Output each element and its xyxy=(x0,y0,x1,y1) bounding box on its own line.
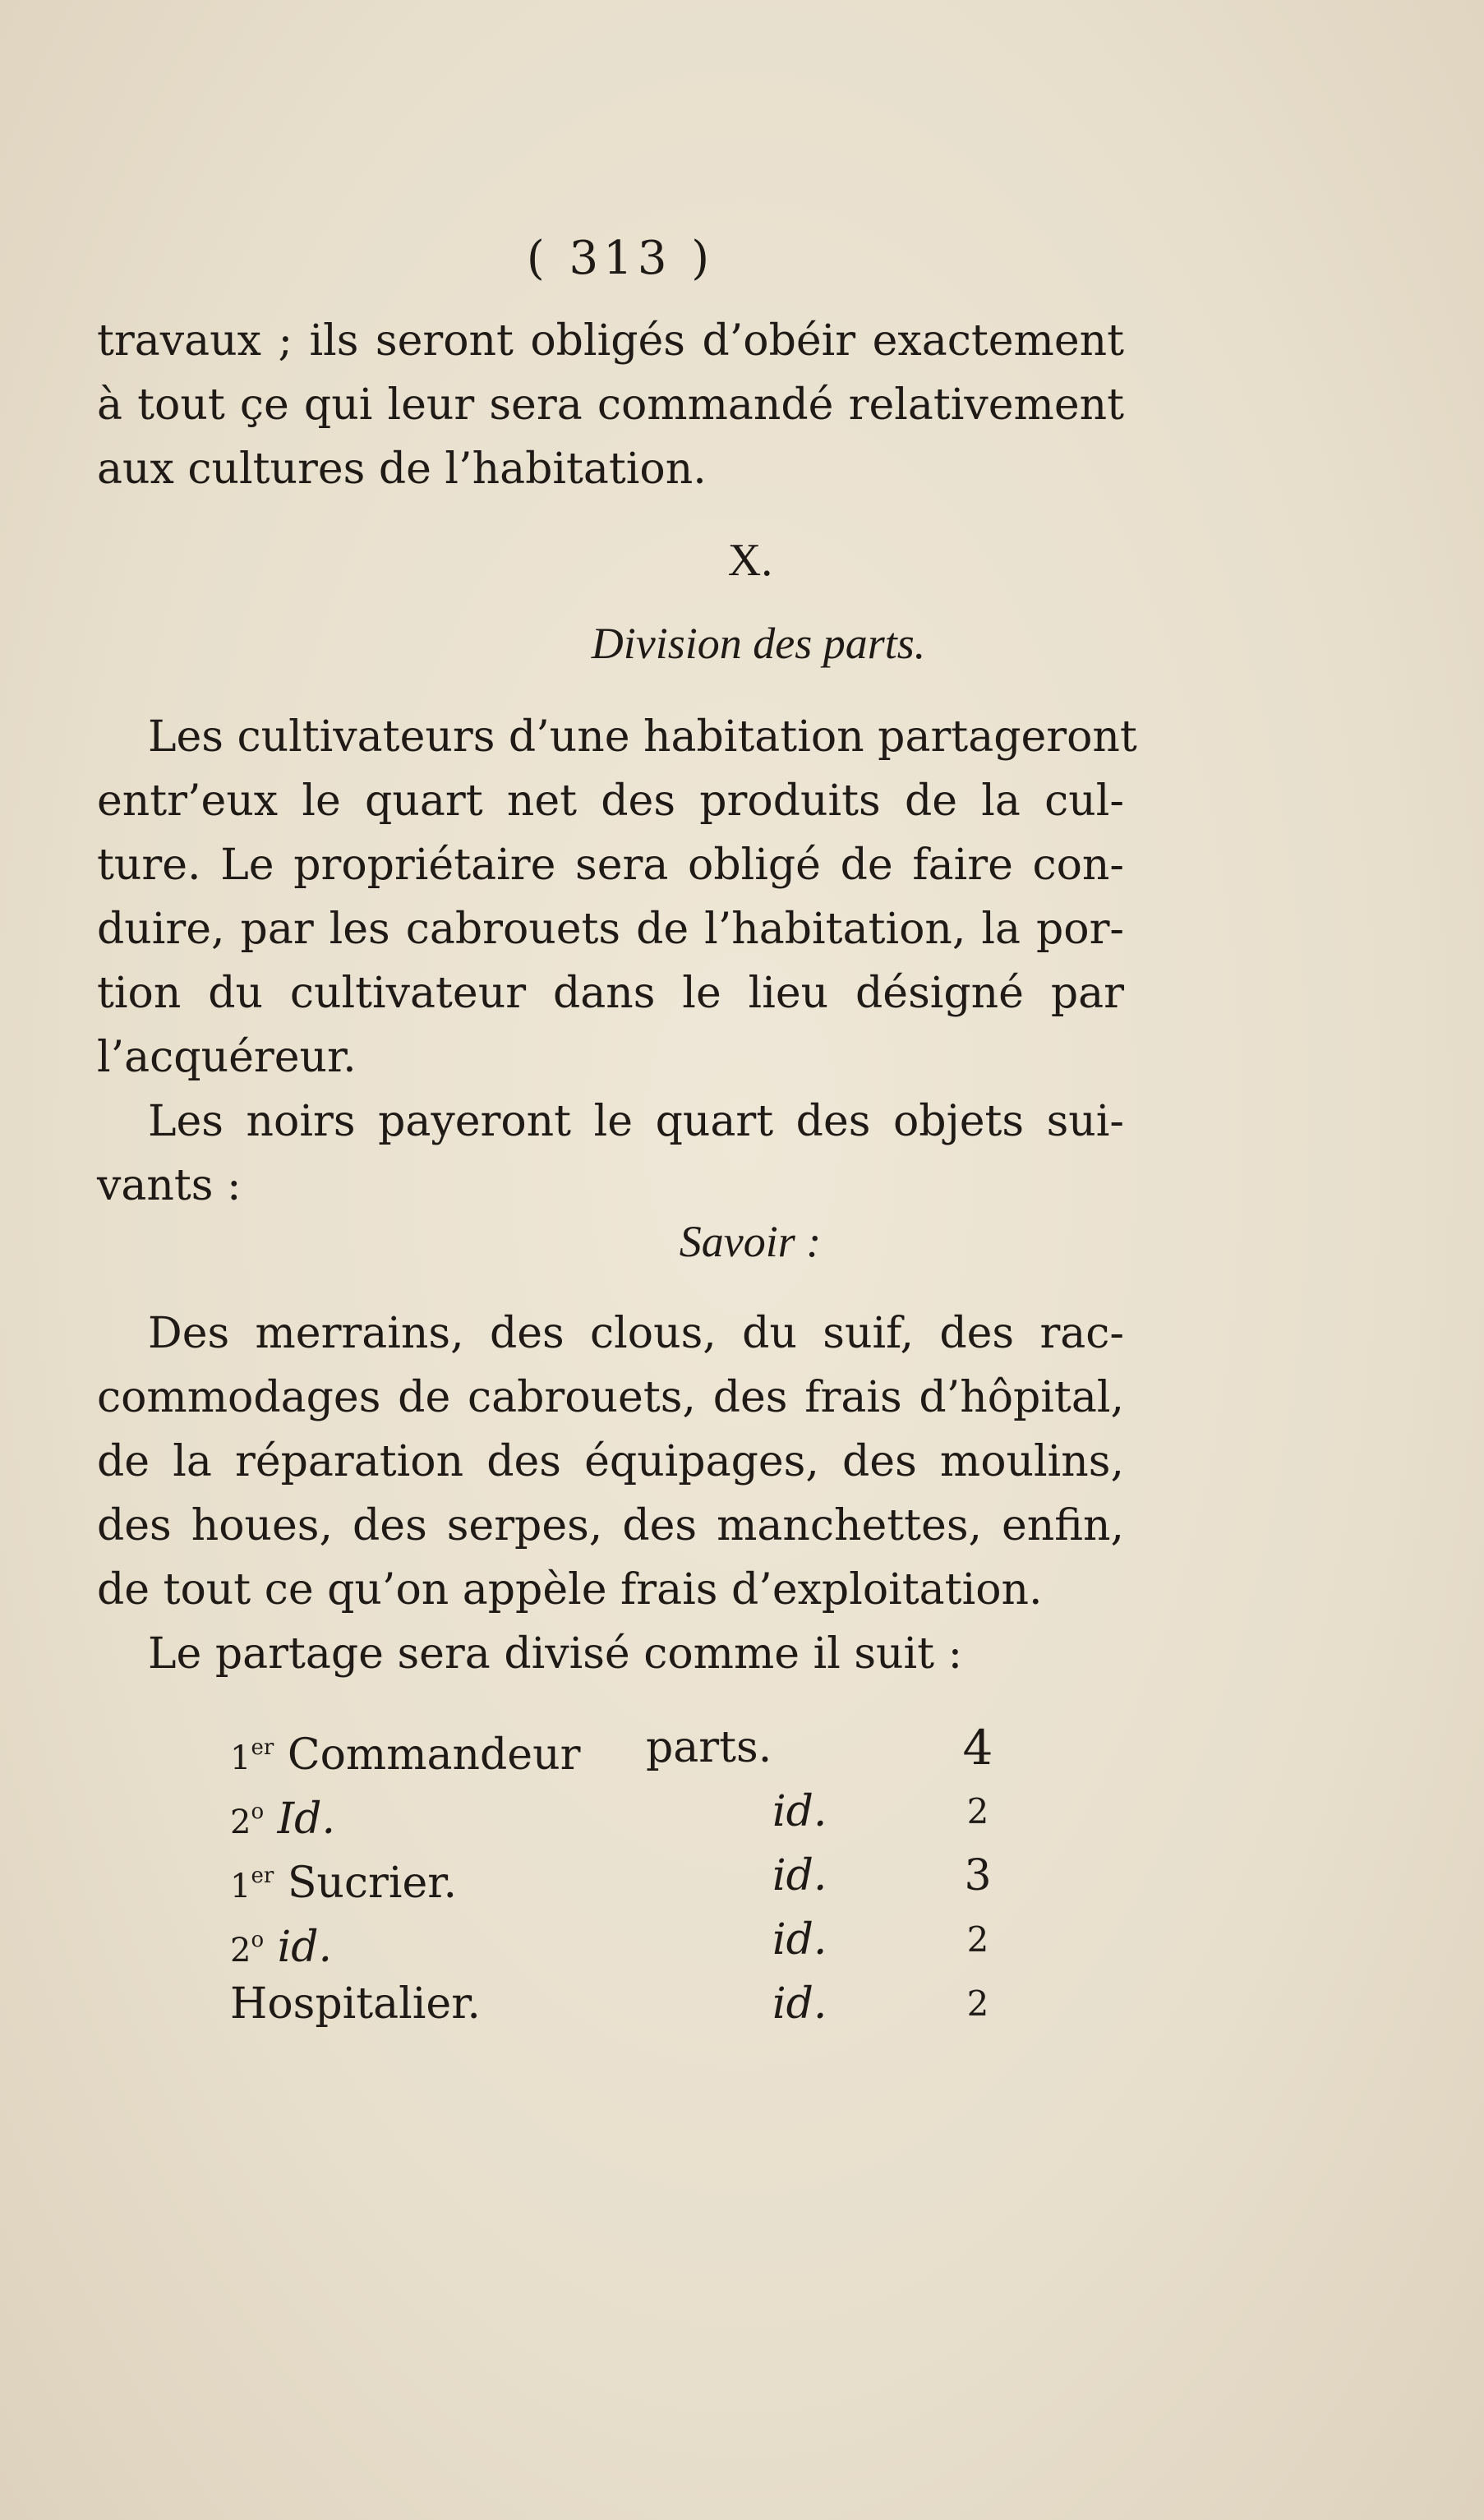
text-line: travaux ; ils seront obligés d’obéir exactement xyxy=(97,316,1124,366)
savoir-heading: Savoir : xyxy=(679,1217,822,1266)
share-unit: id. xyxy=(772,1915,827,1965)
share-value: 2 xyxy=(966,1791,989,1831)
text-line: Les cultivateurs d’une habitation partageront xyxy=(148,712,1137,762)
table-row xyxy=(230,1780,1019,1844)
text-line: Des merrains, des clous, du suif, des rac- xyxy=(148,1309,1124,1358)
paragraph-division xyxy=(97,705,1137,1090)
page-number: ( 313 ) xyxy=(526,232,715,285)
share-value: 4 xyxy=(962,1720,993,1776)
share-unit: id. xyxy=(772,1787,827,1836)
text-line: Les noirs payeront le quart des objets sui- xyxy=(148,1097,1124,1146)
shares-table xyxy=(230,1716,1019,2036)
share-label: Hospitalier. xyxy=(230,1979,481,2029)
text-line: duire, par les cabrouets de l’habitation, la por- xyxy=(97,905,1124,954)
text-line: entr’eux le quart net des produits de la cul- xyxy=(97,776,1124,826)
share-label: 1er Commandeur xyxy=(230,1730,581,1780)
share-unit: id. xyxy=(772,1979,827,2029)
table-row xyxy=(230,1716,1019,1780)
paragraph-continuation xyxy=(97,309,1124,501)
share-unit: id. xyxy=(772,1851,827,1900)
table-row xyxy=(230,1844,1019,1908)
paragraph-objects xyxy=(97,1090,1124,1218)
share-label: 1er Sucrier. xyxy=(230,1859,457,1908)
text-line: de tout ce qu’on appèle frais d’exploitation. xyxy=(97,1565,1043,1615)
table-row xyxy=(230,1972,1019,2036)
text-line: commodages de cabrouets, des frais d’hôpital, xyxy=(97,1373,1124,1422)
text-line: l’acquéreur. xyxy=(97,1033,357,1082)
text-line: de la réparation des équipages, des moulins, xyxy=(97,1437,1124,1486)
paragraph-partage xyxy=(97,1622,1124,1686)
section-number: X. xyxy=(727,535,773,586)
share-value: 2 xyxy=(966,1983,989,2024)
share-label: 2$^o$ Id. xyxy=(230,1794,335,1844)
share-value: 3 xyxy=(964,1851,992,1900)
paragraph-costs xyxy=(97,1301,1124,1622)
text-line: des houes, des serpes, des manchettes, enfin, xyxy=(97,1501,1124,1550)
text-line: aux cultures de l’habitation. xyxy=(97,445,707,494)
table-row xyxy=(230,1908,1019,1972)
text-line: Le partage sera divisé comme il suit : xyxy=(148,1629,963,1679)
share-label: 2$^o$ id. xyxy=(230,1923,333,1972)
text-line: ture. Le propriétaire sera obligé de faire con- xyxy=(97,841,1124,890)
text-line: tion du cultivateur dans le lieu désigné par xyxy=(97,969,1124,1018)
share-unit: parts. xyxy=(646,1723,772,1772)
share-value: 2 xyxy=(966,1919,989,1960)
text-line: vants : xyxy=(97,1161,242,1210)
text-line: à tout çe qui leur sera commandé relativement xyxy=(97,380,1124,430)
section-title: Division des parts. xyxy=(591,619,926,668)
